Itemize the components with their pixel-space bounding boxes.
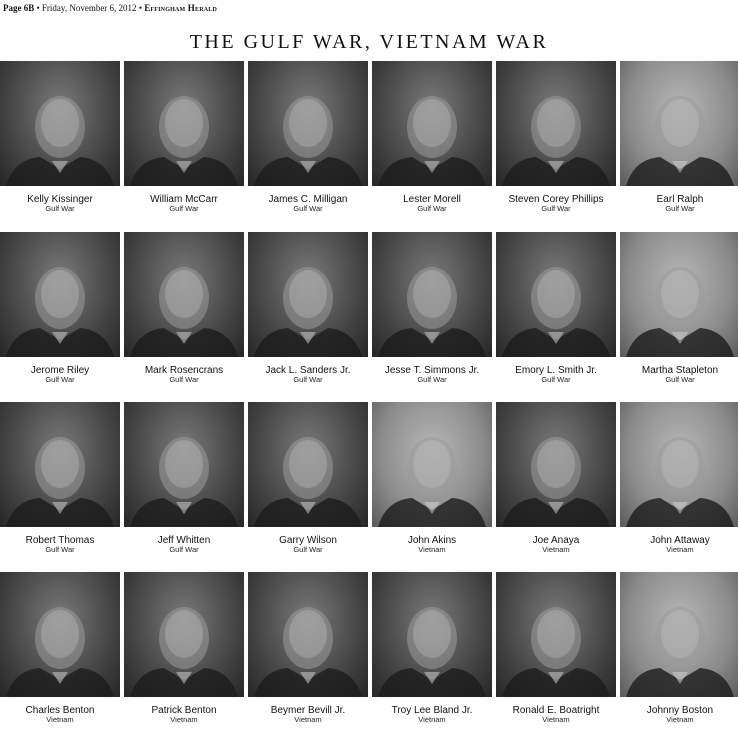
portrait-silhouette bbox=[124, 572, 244, 697]
portrait-silhouette bbox=[372, 61, 492, 186]
war-label: Vietnam bbox=[418, 715, 446, 724]
veteran-card bbox=[620, 61, 738, 226]
war-label: Vietnam bbox=[666, 545, 694, 554]
portrait-photo bbox=[496, 402, 616, 527]
portrait-photo bbox=[496, 572, 616, 697]
war-label: Gulf War bbox=[45, 545, 75, 554]
portrait-photo bbox=[124, 572, 244, 697]
veteran-card bbox=[620, 402, 738, 567]
portrait-silhouette bbox=[620, 232, 738, 357]
war-label: Vietnam bbox=[542, 715, 570, 724]
war-label: Gulf War bbox=[45, 204, 75, 213]
veteran-name: John Attaway bbox=[650, 535, 710, 546]
war-label: Vietnam bbox=[418, 545, 446, 554]
portrait-silhouette bbox=[372, 572, 492, 697]
veteran-card bbox=[248, 402, 368, 567]
portrait-silhouette bbox=[124, 402, 244, 527]
portrait-silhouette bbox=[0, 61, 120, 186]
portrait-photo bbox=[0, 61, 120, 186]
veteran-name: Robert Thomas bbox=[25, 535, 95, 546]
portrait-silhouette bbox=[0, 402, 120, 527]
portrait-photo bbox=[372, 232, 492, 357]
veteran-card bbox=[496, 232, 616, 397]
veteran-card bbox=[372, 572, 492, 737]
war-label: Gulf War bbox=[665, 204, 695, 213]
portrait-silhouette bbox=[496, 402, 616, 527]
war-label: Vietnam bbox=[46, 715, 74, 724]
header-separator: • bbox=[36, 3, 40, 13]
portrait-silhouette bbox=[620, 402, 738, 527]
photo-row bbox=[0, 572, 738, 737]
veteran-name: Charles Benton bbox=[25, 705, 95, 716]
portrait-photo bbox=[0, 572, 120, 697]
portrait-silhouette bbox=[248, 232, 368, 357]
veteran-name: Mark Rosencrans bbox=[144, 365, 224, 376]
photo-row bbox=[0, 232, 738, 397]
veteran-name: Ronald E. Boatright bbox=[512, 705, 600, 716]
veteran-name: Beymer Bevill Jr. bbox=[270, 705, 346, 716]
portrait-photo bbox=[372, 402, 492, 527]
veteran-name: James C. Milligan bbox=[268, 194, 348, 205]
portrait-silhouette bbox=[620, 572, 738, 697]
newspaper-name: Effingham Herald bbox=[144, 3, 218, 13]
veteran-name: Jerome Riley bbox=[30, 365, 90, 376]
portrait-silhouette bbox=[496, 572, 616, 697]
portrait-silhouette bbox=[248, 61, 368, 186]
veteran-card bbox=[0, 572, 120, 737]
portrait-photo bbox=[620, 402, 738, 527]
veteran-card bbox=[372, 232, 492, 397]
war-label: Gulf War bbox=[417, 375, 447, 384]
war-label: Gulf War bbox=[665, 375, 695, 384]
veteran-name: Martha Stapleton bbox=[641, 365, 719, 376]
portrait-photo bbox=[0, 402, 120, 527]
veteran-name: Steven Corey Phillips bbox=[508, 194, 604, 205]
veteran-name: Earl Ralph bbox=[656, 194, 704, 205]
photo-row bbox=[0, 61, 738, 226]
photo-row bbox=[0, 402, 738, 567]
portrait-photo bbox=[248, 402, 368, 527]
portrait-silhouette bbox=[0, 232, 120, 357]
war-label: Gulf War bbox=[417, 204, 447, 213]
veteran-card bbox=[0, 232, 120, 397]
veteran-name: Emory L. Smith Jr. bbox=[515, 365, 597, 376]
veteran-name: Patrick Benton bbox=[151, 705, 217, 716]
page-title: THE GULF WAR, VIETNAM WAR bbox=[189, 31, 549, 53]
page-header bbox=[3, 2, 217, 14]
portrait-photo bbox=[620, 61, 738, 186]
portrait-photo bbox=[0, 232, 120, 357]
veteran-card bbox=[124, 61, 244, 226]
issue-date: Friday, November 6, 2012 bbox=[41, 3, 137, 13]
portrait-photo bbox=[372, 61, 492, 186]
portrait-photo bbox=[248, 232, 368, 357]
portrait-silhouette bbox=[496, 61, 616, 186]
portrait-photo bbox=[496, 232, 616, 357]
veteran-card bbox=[372, 402, 492, 567]
portrait-photo bbox=[620, 232, 738, 357]
veteran-name: John Akins bbox=[407, 535, 457, 546]
portrait-photo bbox=[620, 572, 738, 697]
portrait-silhouette bbox=[124, 61, 244, 186]
portrait-silhouette bbox=[248, 572, 368, 697]
war-label: Vietnam bbox=[666, 715, 694, 724]
war-label: Gulf War bbox=[293, 204, 323, 213]
portrait-photo bbox=[124, 402, 244, 527]
veteran-card bbox=[124, 572, 244, 737]
portrait-silhouette bbox=[372, 402, 492, 527]
veteran-name: Jack L. Sanders Jr. bbox=[265, 365, 351, 376]
veteran-card bbox=[496, 402, 616, 567]
veteran-name: Joe Anaya bbox=[532, 535, 580, 546]
veteran-name: Garry Wilson bbox=[279, 535, 337, 546]
header-separator: • bbox=[138, 3, 142, 13]
veteran-name: William McCarr bbox=[150, 194, 218, 205]
veteran-card bbox=[620, 572, 738, 737]
war-label: Gulf War bbox=[293, 375, 323, 384]
veteran-card bbox=[372, 61, 492, 226]
portrait-photo bbox=[124, 61, 244, 186]
portrait-silhouette bbox=[620, 61, 738, 186]
portrait-photo bbox=[372, 572, 492, 697]
veteran-name: Johnny Boston bbox=[646, 705, 714, 716]
veteran-card bbox=[496, 572, 616, 737]
veteran-card bbox=[0, 402, 120, 567]
portrait-photo bbox=[248, 61, 368, 186]
veteran-name: Jesse T. Simmons Jr. bbox=[384, 365, 480, 376]
veteran-card bbox=[248, 572, 368, 737]
war-label: Gulf War bbox=[169, 204, 199, 213]
portrait-silhouette bbox=[0, 572, 120, 697]
war-label: Vietnam bbox=[294, 715, 322, 724]
war-label: Gulf War bbox=[169, 375, 199, 384]
war-label: Gulf War bbox=[169, 545, 199, 554]
veteran-card bbox=[248, 61, 368, 226]
portrait-silhouette bbox=[124, 232, 244, 357]
veteran-name: Troy Lee Bland Jr. bbox=[391, 705, 473, 716]
portrait-silhouette bbox=[496, 232, 616, 357]
war-label: Vietnam bbox=[170, 715, 198, 724]
page-number: Page 6B bbox=[3, 3, 35, 13]
veteran-card bbox=[248, 232, 368, 397]
veteran-name: Kelly Kissinger bbox=[27, 194, 93, 205]
portrait-photo bbox=[248, 572, 368, 697]
war-label: Gulf War bbox=[541, 375, 571, 384]
veteran-name: Jeff Whitten bbox=[157, 535, 211, 546]
war-label: Gulf War bbox=[45, 375, 75, 384]
portrait-photo bbox=[496, 61, 616, 186]
veteran-card bbox=[124, 232, 244, 397]
veteran-card bbox=[496, 61, 616, 226]
war-label: Gulf War bbox=[293, 545, 323, 554]
portrait-photo bbox=[124, 232, 244, 357]
veteran-card bbox=[0, 61, 120, 226]
portrait-silhouette bbox=[248, 402, 368, 527]
veteran-card bbox=[620, 232, 738, 397]
veteran-name: Lester Morell bbox=[403, 194, 461, 205]
portrait-silhouette bbox=[372, 232, 492, 357]
war-label: Vietnam bbox=[542, 545, 570, 554]
war-label: Gulf War bbox=[541, 204, 571, 213]
veteran-card bbox=[124, 402, 244, 567]
